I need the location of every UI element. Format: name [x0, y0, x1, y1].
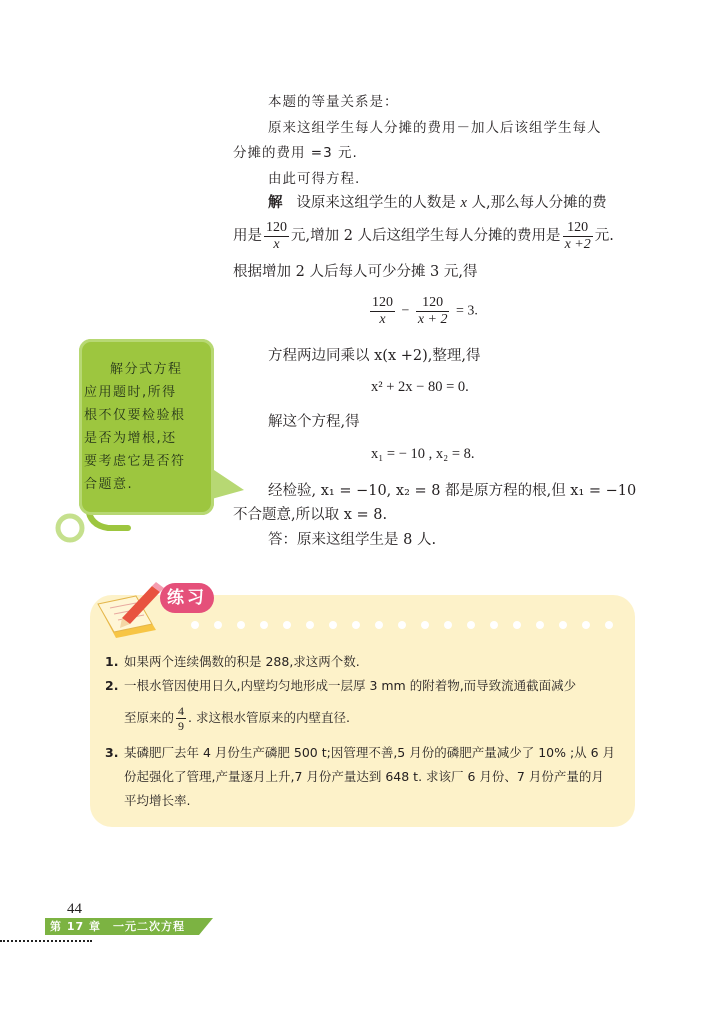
exercise-item: 1. 如果两个连续偶数的积是 288,求这两个数.	[105, 654, 360, 669]
text-line: 答：原来这组学生是 8 人.	[268, 532, 437, 548]
side-note-text: 解分式方程 应用题时,所得 根不仅要检验根 是否为增根,还 要考虑它是否符 合题意.	[84, 362, 186, 492]
text-line: 原来这组学生每人分摊的费用－加人后该组学生每人	[268, 120, 602, 136]
text-line: 方程两边同乘以 x(x +2),整理,得	[268, 348, 481, 364]
equation-2: x² + 2x − 80 = 0.	[371, 379, 469, 395]
footer-dotted-line	[0, 940, 92, 942]
text-line: 由此可得方程.	[268, 171, 361, 187]
equation-3: x₁ = − 10 , x₂ = 8.	[371, 446, 475, 462]
practice-badge-label: 练习	[167, 588, 207, 608]
exercise-item-cont: 份起强化了管理,产量逐月上升,7 月份产量达到 648 t. 求该厂 6 月份、7 月份产量的月	[124, 769, 604, 784]
equation-1: $\frac{120}{x}$ − $\frac{120}{x + 2}$ = 3.	[372, 295, 478, 327]
exercise-item-cont: 平均增长率.	[124, 793, 191, 808]
exercise-item: 3. 某磷肥厂去年 4 月份生产磷肥 500 t;因管理不善,5 月份的磷肥产量减少了 10% ;从 6 月	[105, 745, 616, 760]
solution-line-2: 用是 $\frac{120}{x}$ 元,增加 2 人后这组学生每人分摊的费用是 $\frac{120}{x +2}$ 元.	[233, 219, 614, 252]
fraction: $\frac{120}{x}$	[266, 219, 287, 252]
text-line: 经检验, x₁ = −10, x₂ = 8 都是原方程的根,但 x₁ = −10	[268, 483, 637, 499]
text-line: 根据增加 2 人后每人可少分摊 3 元,得	[233, 264, 478, 280]
text-line: 解这个方程,得	[268, 414, 360, 430]
text-line: 本题的等量关系是：	[268, 94, 399, 110]
solution-label: 解	[268, 195, 283, 211]
text-line: 不合题意,所以取 x = 8.	[233, 507, 388, 523]
solution-line: 解 设原来这组学生的人数是 x 人,那么每人分摊的费	[268, 195, 607, 211]
dotted-divider	[190, 620, 630, 630]
exercise-item-cont: 至原来的 $\frac{4}{9}$ . 求这根水管原来的内壁直径.	[124, 704, 350, 733]
fraction: $\frac{120}{x +2}$	[564, 219, 591, 252]
page-number: 44	[67, 901, 82, 917]
exercise-item: 2. 一根水管因使用日久,内壁均匀地形成一层厚 3 mm 的附着物,而导致流通截面减少	[105, 678, 577, 693]
text-line: 分摊的费用 =3 元.	[233, 145, 358, 161]
chapter-title: 第 17 章 一元二次方程	[50, 920, 185, 933]
